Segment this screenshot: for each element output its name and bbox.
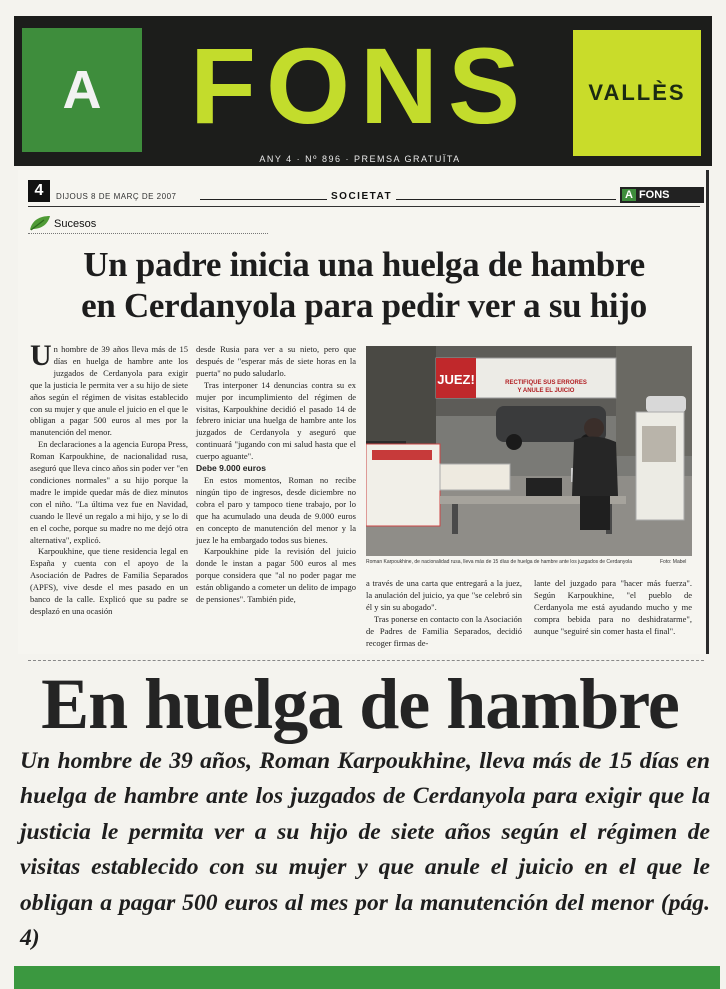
category-label: Sucesos (54, 218, 97, 230)
sign-header (372, 450, 432, 460)
sign-photo (642, 426, 676, 462)
paragraph: Karpoukhine, que tiene residencia legal en España y cuenta con el apoyo de la Asociación de Padres de Familia Separados (APFS), vive desde el mes pasado en un banco de la calle. Explicó que su padre se desplazó en una ocasión (30, 546, 188, 616)
issue-line: ANY 4 · Nº 896 · PREMSA GRATUÏTA (259, 154, 461, 164)
front-headline: En huelga de hambre (41, 664, 679, 744)
headline-line-1: Un padre inicia una huelga de hambre (83, 245, 645, 284)
page-date: DIJOUS 8 DE MARÇ DE 2007 (56, 192, 177, 201)
header-rule (200, 199, 616, 200)
paragraph: Karpoukhine pide la revisión del juicio donde le instan a pagar 500 euros al mes porque considera que "al no poder pagar me están obligando a cometer un delito de impago de pensiones". También pide, (196, 546, 356, 605)
section-name: SOCIETAT (327, 191, 396, 202)
paragraph: En estos momentos, Roman no recibe ningún tipo de ingresos, desde diciembre no cobra el paro y tampoco tiene trabajo, por lo que ha acumulado una deuda de 9.000 euros en concepto de manutención del menor y la juez le ha embargado todos sus bienes. (196, 474, 356, 545)
paragraph: a través de una carta que entregará a la juez, la anulación del juicio, ya que "se celebró sin él y sin su abogado". (366, 578, 522, 612)
car-wheel (506, 434, 522, 450)
photo-credit: Foto: Mabel (660, 559, 687, 565)
paragraph-text: n hombre de 39 años lleva más de 15 días en huelga de hambre ante los juzgados de Cerdanyola para exigir que la justicia le permita ver a su hijo de siete años según el régimen de visitas establecido con su mujer y que anule el juicio en el que le obligan a pagar 500 euros al mes por la manutención del menor. (30, 344, 188, 438)
banner-text-2: RECTIFIQUE SUS ERRORES (505, 380, 587, 386)
small-sign (440, 464, 510, 490)
photo-caption: Roman Karpoukhine, de nacionalidad rusa, lleva más de 15 días de huelga de hambre ante los juzgados de Cerdanyola (366, 559, 633, 565)
article-column-1 (30, 339, 188, 618)
logo-a: A (62, 60, 102, 120)
article-photo (366, 346, 692, 556)
banner-text-1: JUEZ! (437, 372, 475, 387)
paragraph: lante del juzgado para "hacer más fuerza". Según Karpoukhine, "el pueblo de Cerdanyola me está ayudando mucho y me compra bebida para no deshidratarme", aunque "seguiré sin comer hasta el final". (534, 578, 692, 636)
banner-text-3: Y ANULE EL JUICIO (517, 388, 575, 394)
bag (526, 478, 562, 496)
white-car (646, 396, 686, 412)
article-headline (24, 244, 704, 326)
front-summary: Un hombre de 39 años, Roman Karpoukhine, lleva más de 15 días en huelga de hambre ante los juzgados de Cerdanyola para exigir que la justicia le permita ver a su hijo de siete años según el régimen de visitas establecido con su mujer y que anule el juicio en el que le obligan a pagar 500 euros al mes por la manutención del menor (pág. 4) (20, 748, 710, 952)
drop-cap: U (30, 339, 52, 372)
man-body (572, 436, 618, 496)
mini-logo-a: A (622, 189, 636, 201)
mini-logo (620, 187, 704, 203)
article-column-2 (196, 344, 356, 606)
category-rule (28, 233, 268, 234)
section-rule (28, 206, 700, 207)
paragraph: Tras interponer 14 denuncias contra su ex mujer por incumplimiento del régimen de visitas, Karpoukhine decidió el pasado 14 de febrero iniciar una huelga de hambre ante los juzgados de Cerdanyola y aseguró que continuará "jugando con mi salud hasta que el cuerpo aguante". (196, 379, 356, 462)
paragraph (30, 339, 188, 439)
bench-leg (452, 504, 458, 534)
page-number: 4 (28, 180, 50, 202)
article-bottom-rule (28, 660, 704, 661)
headline-line-2: en Cerdanyola para pedir ver a su hijo (81, 286, 647, 325)
leaf-icon (28, 214, 52, 232)
bottom-green-bar (14, 966, 720, 989)
subheading: Debe 9.000 euros (196, 463, 266, 474)
paragraph: desde Rusia para ver a su nieto, pero que después de "esperar más de siete horas en la puerta" no pudo saludarlo. (196, 344, 356, 378)
man-legs (580, 496, 610, 530)
mini-logo-name: FONS (638, 189, 670, 201)
article-column-4 (534, 578, 692, 638)
paragraph: Tras ponerse en contacto con la Asociación de Padres de Familia Separados, decidió recoger firmas de- (366, 613, 522, 648)
logo-name: FONS (189, 24, 530, 146)
paragraph: En declaraciones a la agencia Europa Press, Roman Karpoukhine, de nacionalidad rusa, aseguró que lleva cinco años sin poder ver "en condiciones normales" a su hijo porque la madre le impide quedar más de diez minutos con el niño. "La última vez fue en Navidad, cuando le llevé un regalo a mi hijo, y se lo di en el coche, porque su madre no me dejó otra alternativa", explicó. (30, 439, 188, 545)
logo-region: VALLÈS (588, 80, 686, 105)
man-head (584, 418, 604, 438)
article-column-3 (366, 578, 522, 649)
